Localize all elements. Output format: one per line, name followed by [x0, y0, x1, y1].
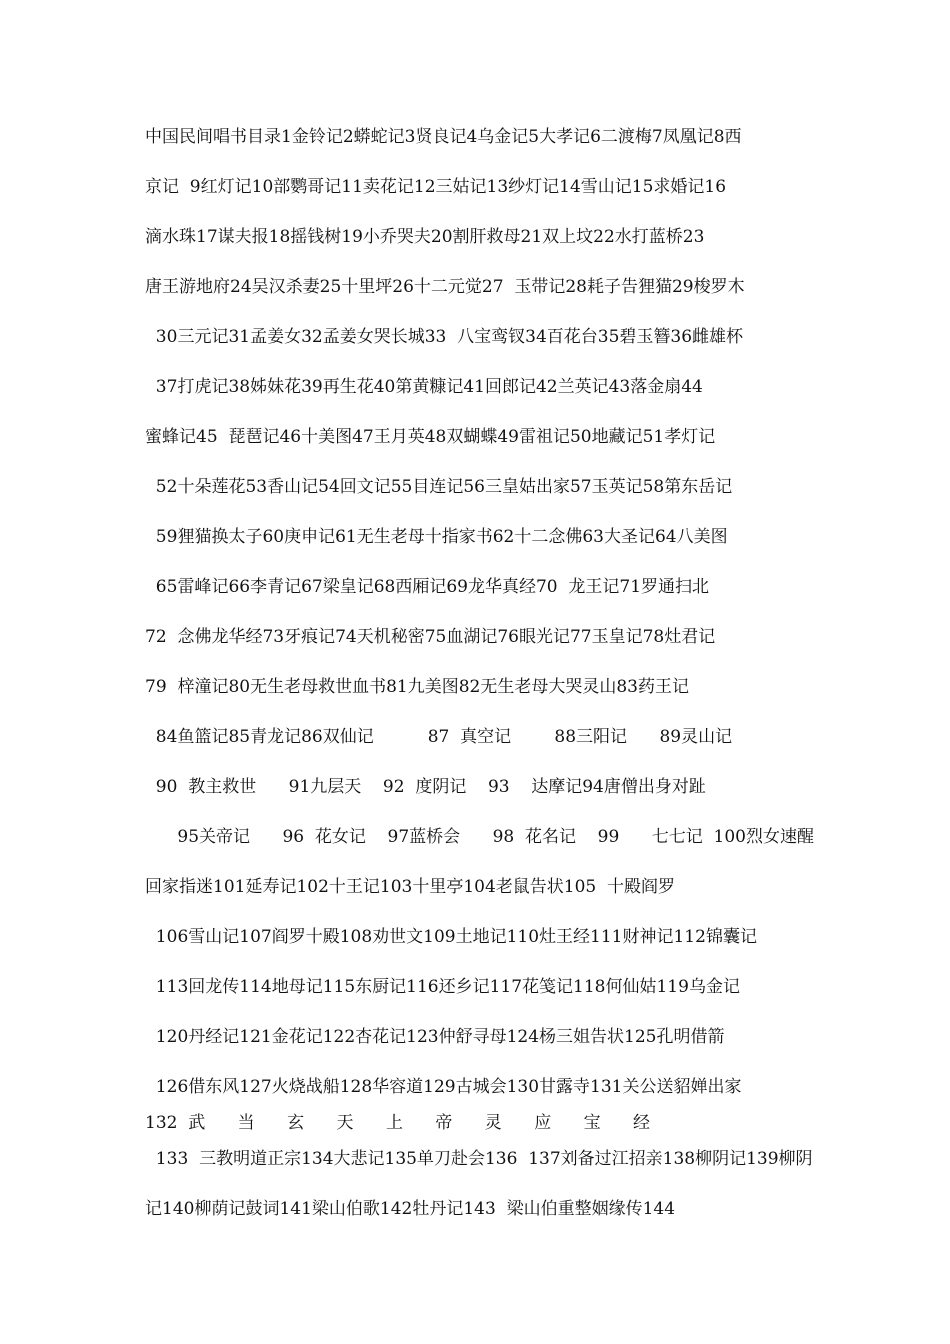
text-line: 120丹经记121金花记122杏花记123仲舒寻母124杨三姐告状125孔明借箭	[145, 1027, 725, 1047]
text-line: 52十朵莲花53香山记54回文记55目连记56三皇姑出家57玉英记58第东岳记	[145, 477, 733, 497]
text-line: 132 武 当 玄 天 上 帝 灵 应 宝 经	[145, 1113, 651, 1133]
text-line: 79 梓潼记80无生老母救世血书81九美图82无生老母大哭灵山83药王记	[145, 677, 689, 697]
text-line: 133 三教明道正宗134大悲记135单刀赴会136 137刘备过江招亲138柳阴记139柳阴	[145, 1149, 813, 1169]
text-line: 蜜蜂记45 琵琶记46十美图47王月英48双蝴蝶49雷祖记50地藏记51孝灯记	[145, 427, 716, 447]
text-line: 中国民间唱书目录1金铃记2蟒蛇记3贤良记4乌金记5大孝记6二渡梅7凤凰记8西	[145, 127, 742, 147]
text-line: 113回龙传114地母记115东厨记116还乡记117花笺记118何仙姑119乌金记	[145, 977, 740, 997]
text-line: 滴水珠17谋夫报18摇钱树19小乔哭夫20割肝救母21双上坟22水打蓝桥23	[145, 227, 705, 247]
text-line: 84鱼篮记85青龙记86双仙记 87 真空记 88三阳记 89灵山记	[145, 727, 733, 747]
text-line: 37打虎记38姊妹花39再生花40第黄糠记41回郎记42兰英记43落金扇44	[145, 377, 703, 397]
text-line: 106雪山记107阎罗十殿108劝世文109土地记110灶王经111财神记112锦囊记	[145, 927, 757, 947]
text-line: 90 教主救世 91九层天 92 度阴记 93 达摩记94唐僧出身对趾	[145, 777, 706, 797]
text-line: 唐王游地府24吴汉杀妻25十里坪26十二元觉27 玉带记28耗子告狸猫29梭罗木	[145, 277, 745, 297]
text-line: 回家指迷101延寿记102十王记103十里亭104老鼠告状105 十殿阎罗	[145, 877, 676, 897]
text-line: 126借东风127火烧战船128华容道129古城会130甘露寺131关公送貂婵出家	[145, 1077, 742, 1097]
text-line: 59狸猫换太子60庚申记61无生老母十指家书62十二念佛63大圣记64八美图	[145, 527, 728, 547]
text-line: 95关帝记 96 花女记 97蓝桥会 98 花名记 99 七七记 100烈女速醒	[145, 827, 814, 847]
text-line: 30三元记31孟姜女32孟姜女哭长城33 八宝鸾钗34百花台35碧玉簪36雌雄杯	[145, 327, 744, 347]
text-line: 京记 9红灯记10部鹦哥记11卖花记12三姑记13纱灯记14雪山记15求婚记16	[145, 177, 727, 197]
text-line: 72 念佛龙华经73牙痕记74天机秘密75血湖记76眼光记77玉皇记78灶君记	[145, 627, 716, 647]
text-line: 记140柳荫记鼓词141梁山伯歌142牡丹记143 梁山伯重整姻缘传144	[145, 1199, 676, 1219]
text-line: 65雷峰记66李青记67梁皇记68西厢记69龙华真经70 龙王记71罗通扫北	[145, 577, 710, 597]
